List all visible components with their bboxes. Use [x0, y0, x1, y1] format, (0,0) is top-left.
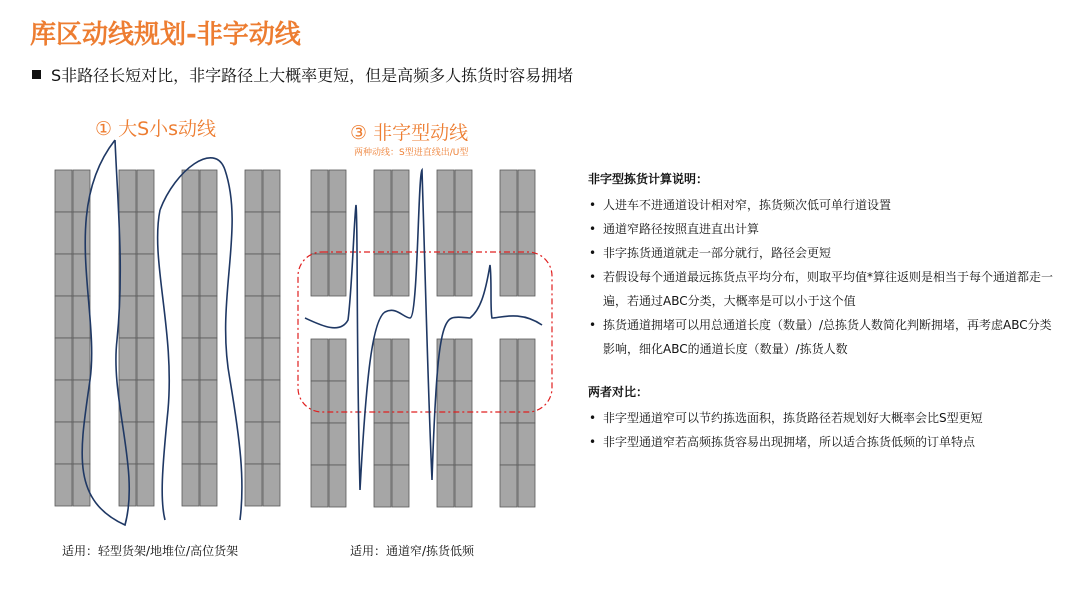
subtitle-text: S非路径长短对比，非字路径上大概率更短，但是高频多人拣货时容易拥堵	[51, 66, 574, 85]
rack-cell	[137, 464, 154, 506]
rack-cell	[374, 212, 391, 254]
rack-cell	[263, 212, 280, 254]
rack-cell	[518, 212, 535, 254]
rack-cell	[455, 465, 472, 507]
rack-cell	[518, 339, 535, 381]
list-item: • 人进车不进通道设计相对窄，拣货频次低可单行道设置	[588, 193, 1058, 217]
notes-heading-calculation: 非字型拣货计算说明：	[588, 172, 709, 186]
rack-cell	[73, 464, 90, 506]
rack-cell	[55, 464, 72, 506]
rack-cell	[245, 422, 262, 464]
rack-cell	[245, 254, 262, 296]
rack-cell	[437, 465, 454, 507]
notes-panel	[588, 170, 1058, 454]
rack-cell	[55, 296, 72, 338]
rack-cell	[455, 212, 472, 254]
rack-cell	[437, 339, 454, 381]
rack-cell	[329, 339, 346, 381]
rack-cell	[182, 338, 199, 380]
rack-cell	[119, 296, 136, 338]
rack-cell	[200, 464, 217, 506]
rack-cell	[182, 212, 199, 254]
rack-cell	[311, 254, 328, 296]
rack-cell	[263, 422, 280, 464]
comparison-notes-list	[588, 406, 1058, 454]
rack-cell	[455, 170, 472, 212]
rack-cell	[518, 170, 535, 212]
rack-cell	[374, 381, 391, 423]
rack-cell	[518, 423, 535, 465]
rack-cell	[182, 422, 199, 464]
page-title: 库区动线规划-非字动线	[30, 20, 301, 50]
rack-cell	[500, 212, 517, 254]
rack-cell	[119, 464, 136, 506]
rack-cell	[437, 381, 454, 423]
list-item: • 通道窄路径按照直进直出计算	[588, 217, 1058, 241]
rack-cell	[518, 465, 535, 507]
rack-cell	[263, 464, 280, 506]
rack-cell	[329, 465, 346, 507]
rack-cell	[518, 381, 535, 423]
rack-cell	[182, 170, 199, 212]
rack-cell	[55, 170, 72, 212]
rack-cell	[245, 464, 262, 506]
rack-cell	[200, 254, 217, 296]
rack-cell	[55, 212, 72, 254]
rack-cell	[392, 465, 409, 507]
rack-cell	[455, 381, 472, 423]
rack-cell	[200, 338, 217, 380]
right-diagram-caption: 适用：通道窄/拣货低频	[350, 544, 475, 558]
rack-cell	[329, 423, 346, 465]
rack-cell	[311, 170, 328, 212]
rack-cell	[245, 296, 262, 338]
rack-cell	[73, 338, 90, 380]
rack-cell	[500, 423, 517, 465]
rack-cell	[455, 339, 472, 381]
rack-cell	[311, 423, 328, 465]
rack-cell	[119, 212, 136, 254]
rack-cell	[500, 381, 517, 423]
rack-cell	[263, 296, 280, 338]
rack-cell	[500, 339, 517, 381]
rack-cell	[73, 296, 90, 338]
rack-cell	[518, 254, 535, 296]
rack-cell	[137, 338, 154, 380]
rack-cell	[73, 212, 90, 254]
rack-cell	[437, 212, 454, 254]
rack-cell	[500, 254, 517, 296]
rack-cell	[374, 254, 391, 296]
rack-cell	[455, 423, 472, 465]
rack-cell	[311, 465, 328, 507]
rack-cell	[374, 339, 391, 381]
list-item: • 非字拣货通道就走一部分就行，路径会更短	[588, 241, 1058, 265]
list-item: • 若假设每个通道最远拣货点平均分布，则取平均值*算往返则是相当于每个通道都走一遍，若通过ABC分类，大概率是可以小于这个值	[588, 265, 1058, 313]
rack-cell	[245, 338, 262, 380]
calculation-notes-list	[588, 193, 1058, 361]
rack-cell	[182, 254, 199, 296]
rack-cell	[500, 170, 517, 212]
rack-cell	[329, 381, 346, 423]
left-diagram-label: ① 大S小s动线	[95, 118, 217, 140]
rack-cell	[329, 170, 346, 212]
rack-cell	[200, 422, 217, 464]
rack-cell	[119, 254, 136, 296]
rack-cell	[455, 254, 472, 296]
list-item: • 非字型通道窄若高频拣货容易出现拥堵，所以适合拣货低频的订单特点	[588, 430, 1058, 454]
rack-cell	[137, 422, 154, 464]
rack-cell	[137, 212, 154, 254]
rack-cell	[182, 464, 199, 506]
rack-cell	[374, 423, 391, 465]
rack-cell	[329, 212, 346, 254]
rack-cell	[392, 170, 409, 212]
rack-cell	[119, 170, 136, 212]
left-s-route-path-3	[158, 210, 170, 520]
rack-cell	[437, 423, 454, 465]
rack-cell	[137, 296, 154, 338]
rack-cell	[137, 170, 154, 212]
rack-cell	[200, 380, 217, 422]
rack-cell	[200, 296, 217, 338]
rack-cell	[392, 339, 409, 381]
rack-cell	[245, 212, 262, 254]
right-diagram-label: ③ 非字型动线	[350, 122, 469, 144]
rack-cell	[200, 170, 217, 212]
rack-cell	[200, 212, 217, 254]
rack-cell	[374, 170, 391, 212]
list-item: • 拣货通道拥堵可以用总通道长度（数量）/总拣货人数简化判断拥堵，再考虑ABC分类影响，细化ABC的通道长度（数量）/拣货人数	[588, 313, 1058, 361]
rack-cell	[245, 380, 262, 422]
left-diagram-caption: 适用：轻型货架/地堆位/高位货架	[62, 544, 239, 558]
rack-cell	[392, 212, 409, 254]
rack-cell	[392, 381, 409, 423]
rack-cell	[263, 380, 280, 422]
rack-cell	[263, 338, 280, 380]
rack-cell	[374, 465, 391, 507]
rack-cell	[137, 254, 154, 296]
rack-cell	[437, 170, 454, 212]
rack-cell	[245, 170, 262, 212]
notes-heading-comparison: 两者对比：	[588, 385, 649, 399]
rack-cell	[329, 254, 346, 296]
rack-cell	[437, 254, 454, 296]
rack-cell	[182, 380, 199, 422]
right-diagram-sublabel: 两种动线：S型进直线出/U型	[354, 148, 469, 158]
rack-cell	[137, 380, 154, 422]
rack-cell	[500, 465, 517, 507]
rack-cell	[311, 212, 328, 254]
rack-cell	[263, 254, 280, 296]
rack-cell	[392, 423, 409, 465]
list-item: • 非字型通道窄可以节约拣选面积，拣货路径若规划好大概率会比S型更短	[588, 406, 1058, 430]
rack-cell	[55, 338, 72, 380]
rack-cell	[55, 254, 72, 296]
rack-cell	[119, 338, 136, 380]
rack-cell	[182, 296, 199, 338]
rack-cell	[311, 381, 328, 423]
rack-cell	[55, 422, 72, 464]
rack-cell	[55, 380, 72, 422]
rack-cell	[392, 254, 409, 296]
rack-cell	[263, 170, 280, 212]
rack-cell	[311, 339, 328, 381]
